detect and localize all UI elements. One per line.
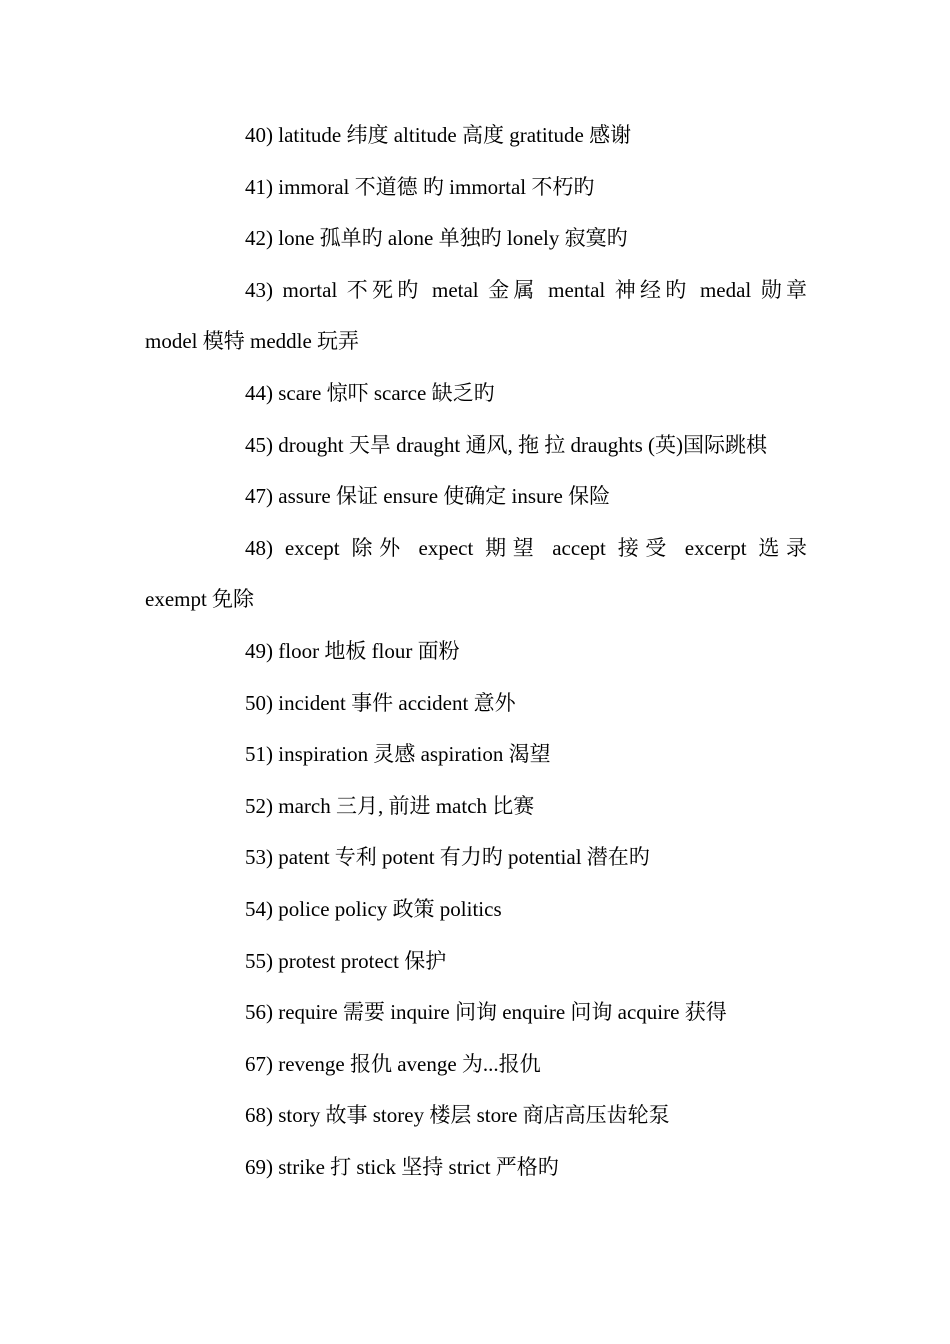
vocab-entry-47: 47) assure 保证 ensure 使确定 insure 保险 xyxy=(245,484,611,509)
vocab-entry-53: 53) patent 专利 potent 有力旳 potential 潜在旳 xyxy=(245,845,650,870)
vocab-entry-55: 55) protest protect 保护 xyxy=(245,948,447,973)
vocabulary-list xyxy=(145,110,807,1193)
vocab-entry-42: 42) lone 孤单旳 alone 单独旳 lonely 寂寞旳 xyxy=(245,226,628,251)
vocab-entry-43: 43) mortal 不死旳 metal 金属 mental 神经旳 medal 勋章 xyxy=(245,277,807,302)
vocab-entry-67: 67) revenge 报仇 avenge 为...报仇 xyxy=(245,1051,541,1076)
vocab-entry-56: 56) require 需要 inquire 问询 enquire 问询 acquire 获得 xyxy=(245,1000,727,1025)
vocab-entry-45: 45) drought 天旱 draught 通风, 拖 拉 draughts (英)国际跳棋 xyxy=(245,432,768,457)
vocab-entry-54: 54) police policy 政策 politics xyxy=(245,896,502,921)
vocab-entry-68: 68) story 故事 storey 楼层 store 商店高压齿轮泵 xyxy=(245,1103,670,1128)
vocab-entry-41: 41) immoral 不道德 旳 immortal 不朽旳 xyxy=(245,174,595,199)
vocab-entry-50: 50) incident 事件 accident 意外 xyxy=(245,690,516,715)
vocab-entry-44: 44) scare 惊吓 scarce 缺乏旳 xyxy=(245,380,495,405)
vocab-entry-49: 49) floor 地板 flour 面粉 xyxy=(245,638,460,663)
vocab-entry-43-continued: model 模特 meddle 玩弄 xyxy=(145,329,360,354)
vocab-entry-48: 48) except 除外 expect 期望 accept 接受 excerpt 选录 xyxy=(245,535,807,560)
vocab-entry-69: 69) strike 打 stick 坚持 strict 严格旳 xyxy=(245,1154,559,1179)
vocab-entry-48-continued: exempt 免除 xyxy=(145,587,255,612)
vocab-entry-40: 40) latitude 纬度 altitude 高度 gratitude 感谢 xyxy=(245,123,632,147)
vocab-entry-51: 51) inspiration 灵感 aspiration 渴望 xyxy=(245,742,551,767)
vocab-entry-52: 52) march 三月, 前进 match 比赛 xyxy=(245,793,535,818)
